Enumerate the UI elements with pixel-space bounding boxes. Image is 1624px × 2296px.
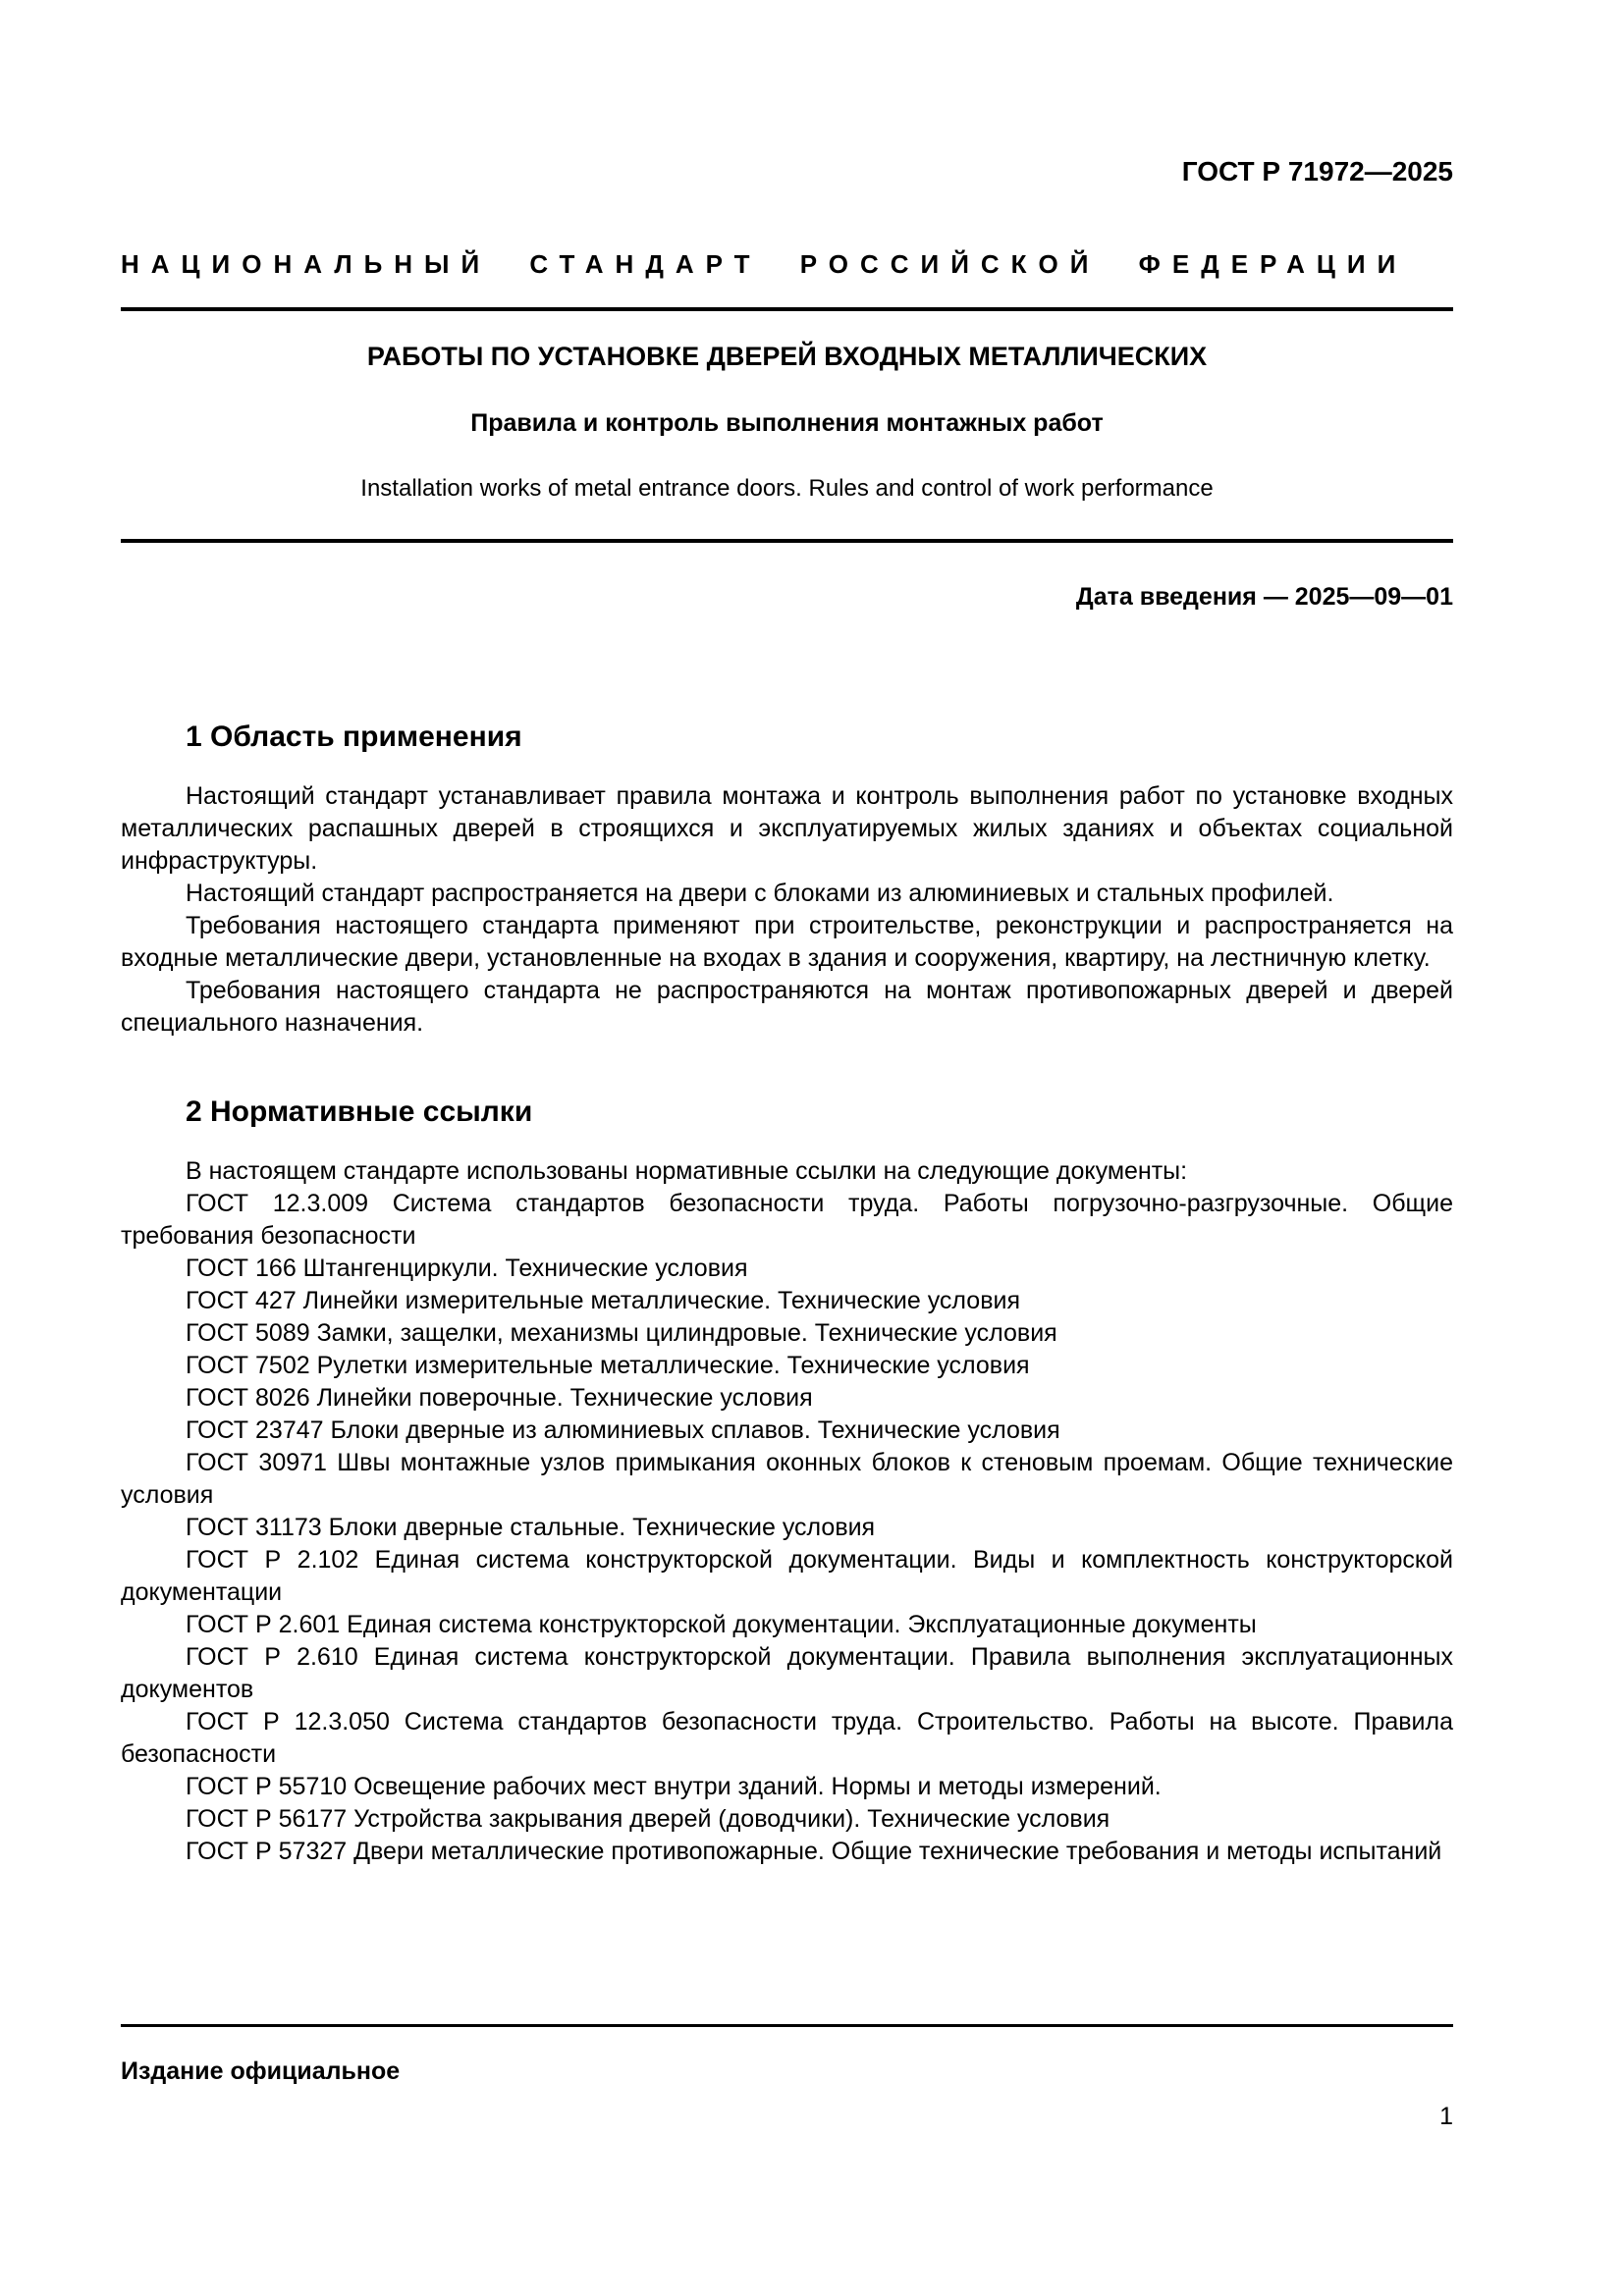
reference-item: ГОСТ 166 Штангенциркули. Технические условия (186, 1254, 748, 1282)
document-title-english: Installation works of metal entrance doors. Rules and control of work performance (360, 474, 1214, 502)
reference-item: ГОСТ Р 57327 Двери металлические противопожарные. Общие технические требования и методы испытаний (186, 1837, 1442, 1865)
header-rule-bottom (121, 539, 1453, 543)
section-heading-normative-references: 2 Нормативные ссылки (186, 1095, 533, 1128)
paragraph: Настоящий стандарт устанавливает правила монтажа и контроль выполнения работ по установке входных металлических распашных дверей в строящихся и эксплуатируемых жилых зданиях и объектах социальной инфраструктуры. (121, 781, 1453, 875)
reference-item: ГОСТ 31173 Блоки дверные стальные. Технические условия (186, 1513, 876, 1541)
paragraph: Настоящий стандарт распространяется на двери с блоками из алюминиевых и стальных профилей. (186, 879, 1334, 907)
reference-item: ГОСТ 427 Линейки измерительные металлические. Технические условия (186, 1286, 1020, 1314)
reference-item: ГОСТ Р 2.610 Единая система конструкторской документации. Правила выполнения эксплуатационных документов (121, 1642, 1453, 1703)
section-heading-scope: 1 Область применения (186, 720, 522, 753)
section-normative-references (121, 1040, 1453, 1868)
reference-item: ГОСТ 7502 Рулетки измерительные металлические. Технические условия (186, 1351, 1030, 1379)
standard-type-header: НАЦИОНАЛЬНЫЙ СТАНДАРТ РОССИЙСКОЙ ФЕДЕРАЦИИ (121, 248, 1408, 279)
reference-item: ГОСТ Р 2.102 Единая система конструкторской документации. Виды и комплектность конструкторской документации (121, 1545, 1453, 1606)
header-rule-top (121, 307, 1453, 311)
paragraph: Требования настоящего стандарта применяют при строительстве, реконструкции и распространяется на входные металлические двери, установленные на входах в здания и сооружения, квартиру, на лестничную клетку. (121, 911, 1453, 972)
paragraph: В настоящем стандарте использованы нормативные ссылки на следующие документы: (186, 1156, 1188, 1185)
reference-item: ГОСТ 5089 Замки, защелки, механизмы цилиндровые. Технические условия (186, 1318, 1057, 1347)
reference-item: ГОСТ Р 2.601 Единая система конструкторской документации. Эксплуатационные документы (186, 1610, 1257, 1638)
edition-note: Издание официальное (121, 2057, 401, 2085)
reference-item: ГОСТ 30971 Швы монтажные узлов примыкания оконных блоков к стеновым проемам. Общие технические условия (121, 1448, 1453, 1509)
document-title-main: РАБОТЫ ПО УСТАНОВКЕ ДВЕРЕЙ ВХОДНЫХ МЕТАЛЛИЧЕСКИХ (366, 342, 1208, 372)
page-number: 1 (1439, 2103, 1453, 2130)
footer-rule (121, 2024, 1453, 2027)
reference-item: ГОСТ Р 55710 Освещение рабочих мест внутри зданий. Нормы и методы измерений. (186, 1772, 1162, 1800)
reference-item: ГОСТ 8026 Линейки поверочные. Технические условия (186, 1383, 813, 1412)
reference-item: ГОСТ 23747 Блоки дверные из алюминиевых сплавов. Технические условия (186, 1415, 1060, 1444)
section-scope (121, 612, 1453, 1040)
reference-item: ГОСТ 12.3.009 Система стандартов безопасности труда. Работы погрузочно-разгрузочные. Общие требования безопасности (121, 1189, 1453, 1250)
reference-item: ГОСТ Р 12.3.050 Система стандартов безопасности труда. Строительство. Работы на высоте. Правила безопасности (121, 1707, 1453, 1768)
document-title-sub: Правила и контроль выполнения монтажных работ (470, 408, 1104, 437)
paragraph: Требования настоящего стандарта не распространяются на монтаж противопожарных дверей и дверей специального назначения. (121, 976, 1453, 1037)
reference-item: ГОСТ Р 56177 Устройства закрывания дверей (доводчики). Технические условия (186, 1804, 1110, 1833)
standard-number: ГОСТ Р 71972—2025 (1181, 156, 1453, 187)
effective-date: Дата введения — 2025—09—01 (1075, 582, 1453, 611)
